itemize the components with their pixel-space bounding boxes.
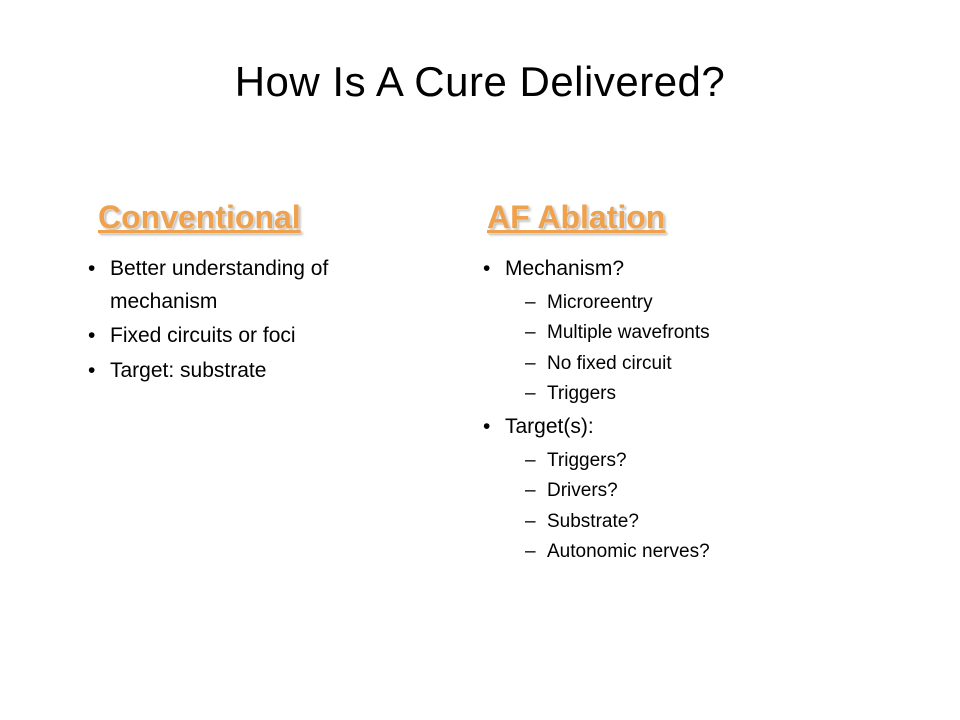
sub-list-item [505, 379, 960, 409]
sub-list-targets [505, 446, 960, 568]
sub-list-item-label: Multiple wavefronts [547, 322, 710, 344]
slide-body [0, 200, 960, 569]
list-item-label: Better understanding of mechanism [110, 257, 329, 313]
list-item [70, 320, 440, 353]
dash-glyph: – [525, 449, 536, 471]
list-item-label: Fixed circuits or foci [110, 324, 296, 348]
sub-list-item [505, 288, 960, 318]
sub-list-item-label: Drivers? [547, 480, 618, 502]
list-item [465, 253, 960, 409]
list-item-label: Mechanism? [505, 257, 625, 281]
sub-list-item [505, 446, 960, 476]
bullet-glyph: • [483, 257, 491, 281]
sub-list-item [505, 476, 960, 506]
sub-list-mechanism [505, 288, 960, 410]
bullet-glyph: • [88, 257, 96, 281]
sub-list-item-label: Microreentry [547, 291, 653, 313]
sub-list-item [505, 537, 960, 567]
dash-glyph: – [525, 382, 536, 404]
dash-glyph: – [525, 352, 536, 374]
dash-glyph: – [525, 291, 536, 313]
bullet-list-conventional [70, 253, 440, 387]
dash-glyph: – [525, 541, 536, 563]
sub-list-item-label: Autonomic nerves? [547, 541, 710, 563]
list-item-label: Target(s): [505, 415, 594, 439]
sub-list-item-label: No fixed circuit [547, 352, 672, 374]
list-item-label: Target: substrate [110, 358, 267, 382]
bullet-glyph: • [483, 415, 491, 439]
page-title: How Is A Cure Delivered? [234, 58, 726, 105]
column-heading-conventional: Conventional [98, 199, 301, 235]
dash-glyph: – [525, 510, 536, 532]
list-item [465, 411, 960, 567]
list-item [70, 355, 440, 388]
dash-glyph: – [525, 480, 536, 502]
sub-list-item [505, 507, 960, 537]
bullet-list-af-ablation [465, 253, 960, 567]
sub-list-item-label: Triggers [547, 382, 616, 404]
bullet-glyph: • [88, 324, 96, 348]
column-heading-af-ablation: AF Ablation [487, 199, 666, 235]
sub-list-item [505, 318, 960, 348]
dash-glyph: – [525, 322, 536, 344]
list-item [70, 253, 440, 318]
bullet-glyph: • [88, 358, 96, 382]
sub-list-item-label: Substrate? [547, 510, 639, 532]
sub-list-item [505, 349, 960, 379]
sub-list-item-label: Triggers? [547, 449, 627, 471]
column-af-ablation [440, 200, 960, 569]
column-conventional [0, 200, 440, 389]
